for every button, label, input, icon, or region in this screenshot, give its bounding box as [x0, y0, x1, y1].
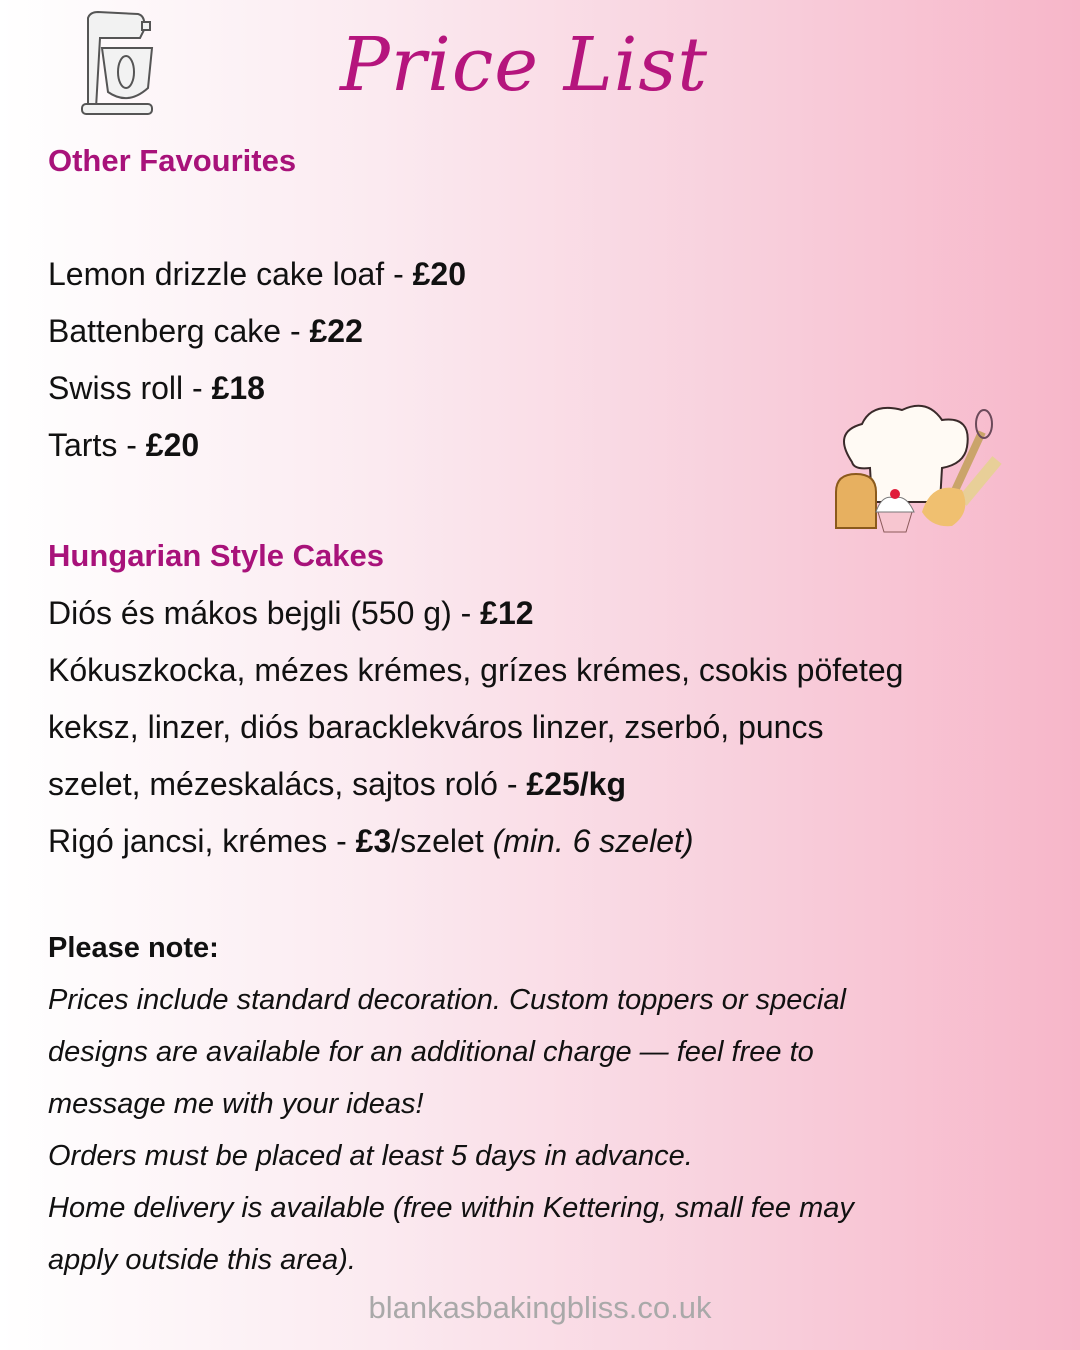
list-item: Rigó jancsi, krémes - £3/szelet (min. 6 szelet)	[48, 823, 694, 859]
notes-heading: Please note:	[48, 932, 219, 964]
list-item: Battenberg cake - £22	[48, 313, 363, 349]
list-item: Tarts - £20	[48, 427, 200, 463]
note-line: Prices include standard decoration. Custom toppers or special	[48, 984, 846, 1016]
list-item: Diós és mákos bejgli (550 g) - £12	[48, 595, 534, 631]
list-item: Kókuszkocka, mézes krémes, grízes krémes, csokis pöfeteg	[48, 652, 904, 688]
list-item: keksz, linzer, diós baracklekváros linzer, zserbó, puncs	[48, 709, 824, 745]
stand-mixer-icon	[78, 8, 158, 120]
section-heading-hungarian: Hungarian Style Cakes	[48, 538, 384, 573]
chef-hat-baking-icon	[832, 402, 1002, 534]
note-line: designs are available for an additional charge — feel free to	[48, 1036, 814, 1068]
note-line: apply outside this area).	[48, 1244, 356, 1276]
list-item: Swiss roll - £18	[48, 370, 265, 406]
note-line: Orders must be placed at least 5 days in advance.	[48, 1140, 693, 1172]
website-link[interactable]: blankasbakingbliss.co.uk	[368, 1290, 712, 1325]
note-line: Home delivery is available (free within Kettering, small fee may	[48, 1192, 854, 1224]
page-title: Price List	[340, 22, 709, 108]
list-item: szelet, mézeskalács, sajtos roló - £25/kg	[48, 766, 627, 802]
section-heading-other-favourites: Other Favourites	[48, 143, 297, 178]
note-line: message me with your ideas!	[48, 1088, 424, 1120]
list-item: Lemon drizzle cake loaf - £20	[48, 256, 466, 292]
